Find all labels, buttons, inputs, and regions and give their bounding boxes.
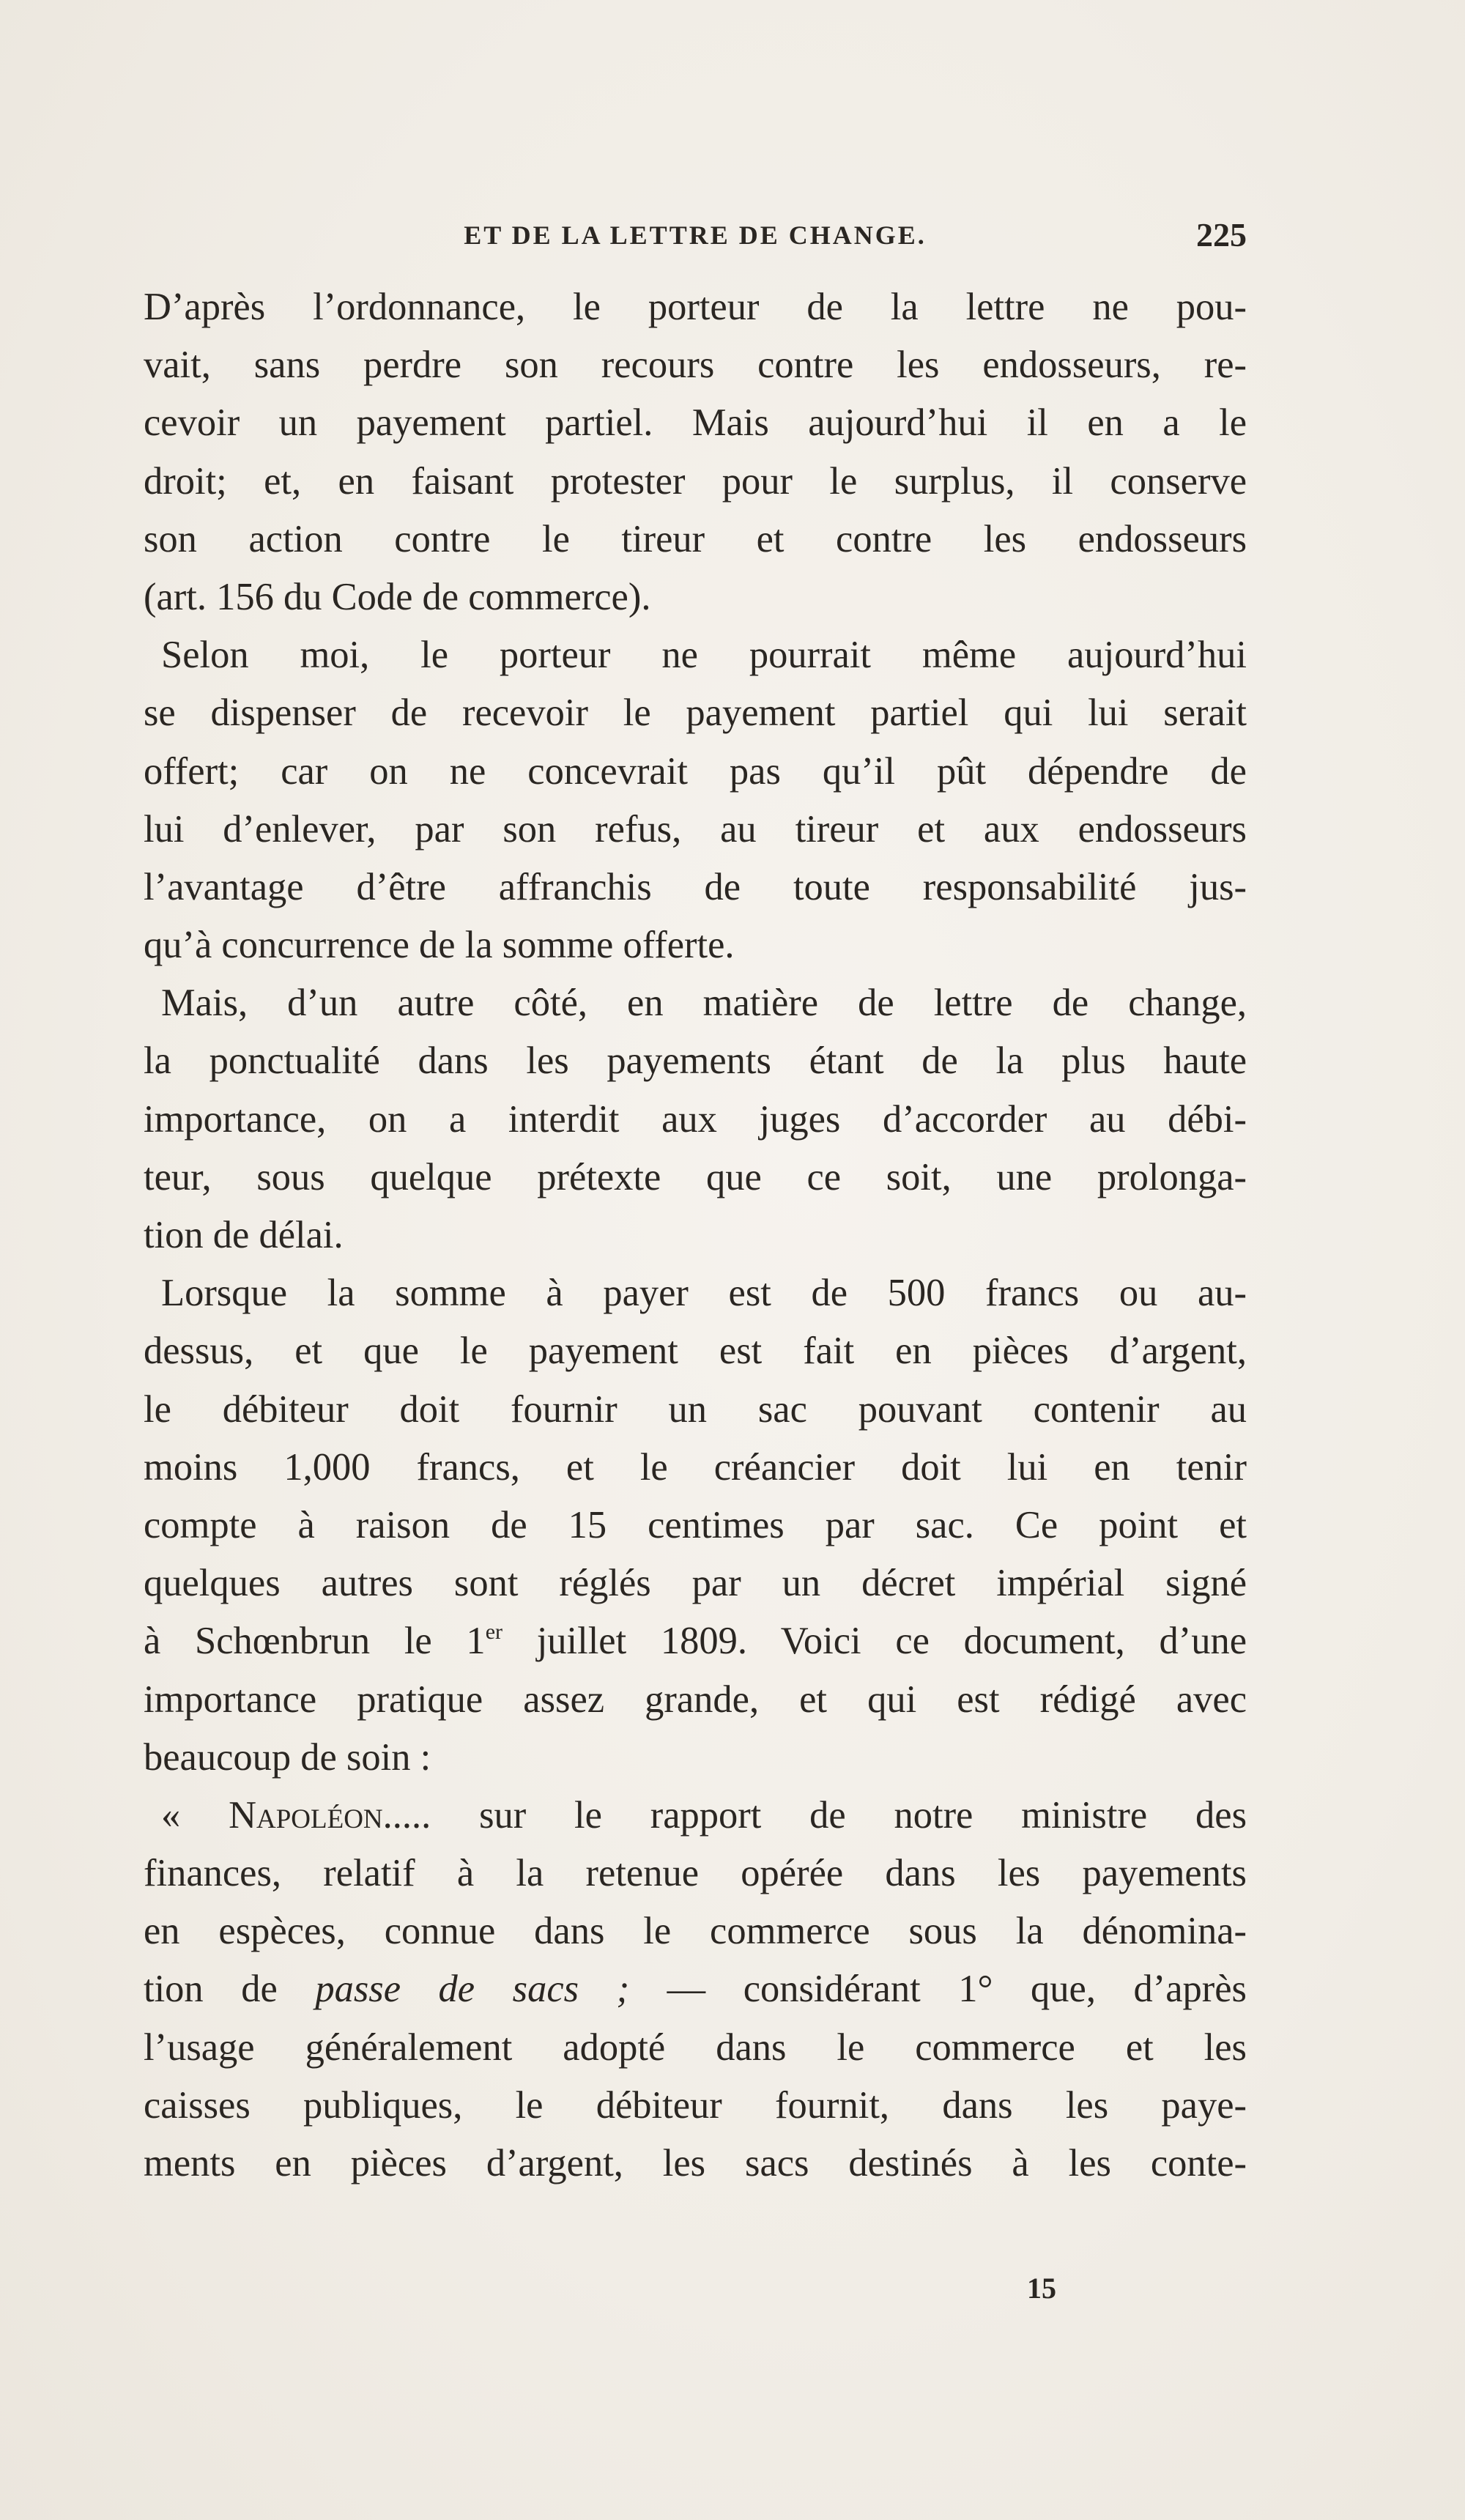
text-line: ments en pièces d’argent, les sacs destinés à les conte- (144, 2142, 1247, 2184)
text-segment: juillet 1809. Voici ce document, d’une (502, 1620, 1247, 1663)
signature-mark: 15 (1027, 2272, 1056, 2305)
text-line: vait, sans perdre son recours contre les endosseurs, re- (144, 344, 1247, 387)
body-text (144, 278, 1247, 2193)
text-line: Selon moi, le porteur ne pourrait même aujourd’hui (161, 634, 1247, 677)
text-line (144, 1960, 1247, 2018)
text-line: droit; et, en faisant protester pour le surplus, il conserve (144, 459, 1247, 503)
text-line: cevoir un payement partiel. Mais aujourd’hui il en a le (144, 401, 1247, 445)
text-line: dessus, et que le payement est fait en pièces d’argent, (144, 1330, 1247, 1373)
text-segment: tion de (144, 1968, 316, 2011)
text-segment: ..... sur le rapport de notre ministre des (382, 1793, 1247, 1837)
text-line: teur, sous quelque prétexte que ce soit, une prolonga- (144, 1155, 1247, 1198)
text-line: compte à raison de 15 centimes par sac. Ce point et (144, 1503, 1247, 1546)
text-line: l’usage généralement adopté dans le commerce et les (144, 2026, 1247, 2069)
text-line: importance, on a interdit aux juges d’accorder au débi- (144, 1097, 1247, 1141)
text-line (144, 1787, 1247, 1845)
running-title: ET DE LA LETTRE DE CHANGE. (464, 220, 927, 250)
text-line: le débiteur doit fournir un sac pouvant contenir au (144, 1387, 1247, 1431)
page-number: 225 (1196, 216, 1247, 253)
text-line: l’avantage d’être affranchis de toute responsabilité jus- (144, 865, 1247, 908)
text-segment: à Schœnbrun le 1 (144, 1620, 486, 1663)
text-line: importance pratique assez grande, et qui est rédigé avec (144, 1678, 1247, 1721)
text-line: son action contre le tireur et contre les endosseurs (144, 517, 1247, 560)
page-header (144, 216, 1247, 264)
text-line: tion de délai. (144, 1214, 344, 1256)
ordinal-superscript: er (485, 1620, 502, 1645)
smallcaps-name: Napoléon (229, 1793, 383, 1837)
text-line: lui d’enlever, par son refus, au tireur et aux endosseurs (144, 807, 1247, 850)
text-line: la ponctualité dans les payements étant de la plus haute (144, 1040, 1247, 1083)
text-line: caisses publiques, le débiteur fournit, dans les paye- (144, 2083, 1247, 2127)
text-line: beaucoup de soin : (144, 1735, 431, 1779)
text-line: moins 1,000 francs, et le créancier doit lui en tenir (144, 1445, 1247, 1489)
italic-term: passe de sacs ; (315, 1968, 630, 2011)
text-line: quelques autres sont réglés par un décret impérial signé (144, 1562, 1247, 1605)
text-line: Mais, d’un autre côté, en matière de lettre de change, (161, 982, 1247, 1025)
text-line: Lorsque la somme à payer est de 500 francs ou au- (161, 1272, 1247, 1315)
text-line: finances, relatif à la retenue opérée dans les payements (144, 1852, 1247, 1895)
text-segment: — considérant 1° que, d’après (629, 1968, 1247, 2011)
text-line (144, 1612, 1247, 1670)
text-line: offert; car on ne concevrait pas qu’il pût dépendre de (144, 749, 1247, 793)
text-segment: « (161, 1793, 229, 1837)
text-line: se dispenser de recevoir le payement partiel qui lui serait (144, 692, 1247, 735)
text-line: qu’à concurrence de la somme offerte. (144, 924, 735, 967)
text-line: en espèces, connue dans le commerce sous la dénomina- (144, 1910, 1247, 1953)
text-line: (art. 156 du Code de commerce). (144, 575, 651, 618)
text-line: D’après l’ordonnance, le porteur de la lettre ne pou- (144, 286, 1247, 328)
